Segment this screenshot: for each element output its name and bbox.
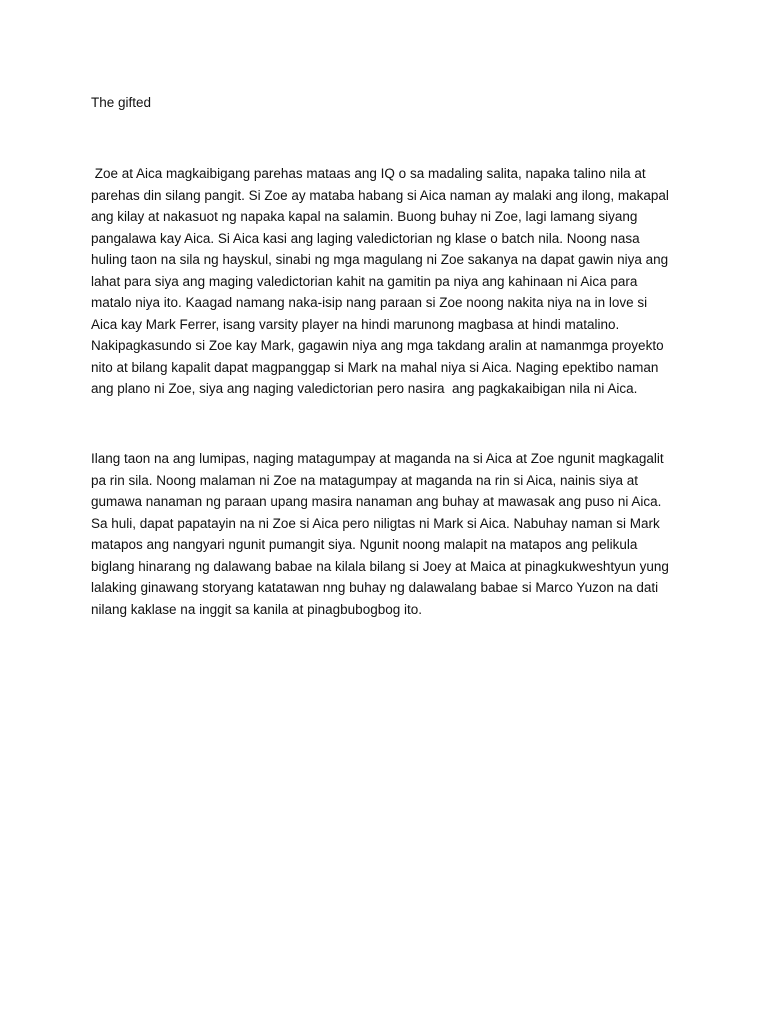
paragraph-1: [91, 163, 669, 400]
paragraph-line: nilang kaklase na inggit sa kanila at pinagbubogbog ito.: [91, 601, 422, 617]
paragraph-line: Zoe at Aica magkaibigang parehas mataas ang IQ o sa madaling salita, napaka talino nila at: [91, 166, 646, 181]
paragraph-line: parehas din silang pangit. Si Zoe ay mataba habang si Aica naman ay malaki ang ilong, makapal: [91, 187, 669, 203]
paragraph-line: Nakipagkasundo si Zoe kay Mark, gagawin niya ang mga takdang aralin at namanmga proyekto: [91, 338, 664, 353]
paragraph-line: lalaking ginawang storyang katatawan nng buhay ng dalawalang babae si Marco Yuzon na dati: [91, 580, 659, 595]
paragraph-line: matalo niya ito. Kaagad namang naka-isip nang paraan si Zoe noong nakita niya na in love si: [91, 295, 648, 310]
paragraph-line: nito at bilang kapalit dapat magpanggap si Mark na mahal niya si Aica. Naging epektibo naman: [91, 359, 659, 375]
paragraph-line: matapos ang nangyari ngunit pumangit siya. Ngunit noong malapit na matapos ang pelikula: [91, 537, 638, 552]
paragraph-line: Aica kay Mark Ferrer, isang varsity player na hindi marunong magbasa at hindi matalino.: [91, 316, 620, 332]
paragraph-line: pa rin sila. Noong malaman ni Zoe na matagumpay at maganda na rin si Aica, nainis siya at: [91, 472, 639, 488]
paragraph-line: Sa huli, dapat papatayin na ni Zoe si Aica pero niligtas ni Mark si Aica. Nabuhay naman si Mark: [91, 515, 660, 531]
document-title: The gifted: [91, 95, 152, 110]
paragraph-line: biglang hinarang ng dalawang babae na kilala bilang si Joey at Maica at pinagkukweshtyun yung: [91, 558, 669, 574]
paragraph-line: gumawa nanaman ng paraan upang masira nanaman ang buhay at mawasak ang puso ni Aica.: [91, 494, 662, 509]
paragraph-2: [91, 448, 669, 620]
paragraph-line: ang kilay at nakasuot ng napaka kapal na salamin. Buong buhay ni Zoe, lagi lamang siyang: [91, 209, 638, 224]
paragraph-line: Ilang taon na ang lumipas, naging matagumpay at maganda na si Aica at Zoe ngunit magkagalit: [91, 451, 664, 466]
paragraph-line: ang plano ni Zoe, siya ang naging valedictorian pero nasira ang pagkakaibigan nila ni Aica.: [91, 381, 638, 396]
paragraph-line: pangalawa kay Aica. Si Aica kasi ang laging valedictorian ng klase o batch nila. Noong nasa: [91, 230, 640, 246]
paragraph-line: huling taon na sila ng hayskul, sinabi ng mga magulang ni Zoe sakanya na dapat gawin niya ang: [91, 252, 669, 267]
paragraph-line: lahat para siya ang maging valedictorian kahit na gamitin pa niya ang kahinaan ni Aica para: [91, 273, 638, 289]
